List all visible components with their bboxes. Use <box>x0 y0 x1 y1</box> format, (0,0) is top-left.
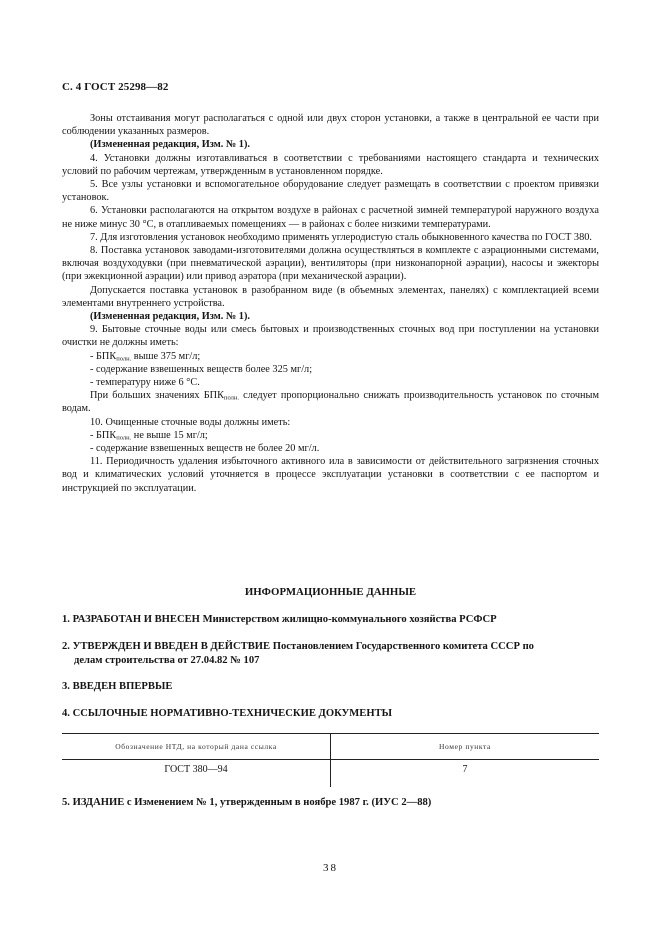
info-item-approved: 2. УТВЕРЖДЕН И ВВЕДЕН В ДЕЙСТВИЕ Постановлением Государственного комитета СССР по делам строительства от 27.04.82 № 107 <box>62 641 534 666</box>
page-number: 38 <box>323 862 338 874</box>
paragraph: 10. Очищенные сточные воды должны иметь: <box>90 416 291 428</box>
info-item-references: 4. ССЫЛОЧНЫЕ НОРМАТИВНО-ТЕХНИЧЕСКИЕ ДОКУМЕНТЫ <box>62 708 393 719</box>
paragraph: При больших значениях $БПК_{полн.}$ следует пропорционально снижать производительность установок по сточным водам. <box>62 390 599 415</box>
paragraph: 8. Поставка установок заводами-изготовителями должна осуществляться в комплекте с аэрационными системами, включая воздуходувки (при пневматической аэрации), вентиляторы (при низконапорной аэрации), насосы и эжекторы (при эжекционной аэрации) или привод аэратора (при механической аэрации). <box>62 245 599 283</box>
edition-note: (Измененная редакция, Изм. № 1). <box>90 311 250 323</box>
table-header-item: Номер пункта <box>331 734 600 760</box>
edition-note: (Измененная редакция, Изм. № 1). <box>90 139 250 151</box>
info-item-developed: 1. РАЗРАБОТАН И ВНЕСЕН Министерством жилищно-коммунального хозяйства РСФСР <box>62 614 497 625</box>
paragraph: 5. Все узлы установки и вспомогательное оборудование следует размещать в соответствии с проектом привязки установок. <box>62 179 599 204</box>
list-item: - температуру ниже 6 °С. <box>90 377 200 389</box>
paragraph: 9. Бытовые сточные воды или смесь бытовых и производственных сточных вод при поступлении на установки очистки не должны иметь: <box>62 324 599 349</box>
list-item: - содержание взвешенных веществ не более 20 мг/л. <box>90 443 320 455</box>
paragraph: 6. Установки располагаются на открытом воздухе в районах с расчетной зимней температурой наружного воздуха не ниже минус 30 °С, в отапливаемых помещениях — в районах с более низкими температурами. <box>62 205 599 230</box>
table-row <box>62 760 599 788</box>
info-item-edition: 5. ИЗДАНИЕ с Изменением № 1, утвержденным в ноябре 1987 г. (ИУС 2—88) <box>62 797 432 808</box>
table-cell-document: ГОСТ 380—94 <box>62 760 331 788</box>
page-header: С. 4 ГОСТ 25298—82 <box>62 81 169 93</box>
table-cell-item: 7 <box>462 764 468 775</box>
table-header-document: Обозначение НТД, на который дана ссылка <box>62 734 331 760</box>
paragraph: 7. Для изготовления установок необходимо применять углеродистую сталь обыкновенного качества по ГОСТ 380. <box>90 231 592 243</box>
info-item-first-introduced: 3. ВВЕДЕН ВПЕРВЫЕ <box>62 681 173 692</box>
paragraph: Зоны отстаивания могут располагаться с одной или двух сторон установки, а также в центральной ее части при соблюдении указанных размеров. <box>62 113 599 138</box>
reference-table <box>62 733 599 787</box>
list-item: - содержание взвешенных веществ более 325 мг/л; <box>90 363 313 375</box>
document-body <box>62 112 599 495</box>
paragraph: 11. Периодичность удаления избыточного активного ила в зависимости от действительного загрязнения сточных вод и климатических условий уточняется в процессе эксплуатации установки в соответствии с ее паспортом и инструкцией по эксплуатации. <box>62 456 599 494</box>
list-item: - $БПК_{полн.}$ не выше 15 мг/л; <box>90 429 208 442</box>
paragraph: Допускается поставка установок в разобранном виде (в объемных элементах, панелях) с комплектацией всеми элементами внутреннего устройства. <box>62 284 599 309</box>
info-section-title: ИНФОРМАЦИОННЫЕ ДАННЫЕ <box>244 586 417 598</box>
list-item: - $БПК_{полн.}$ выше 375 мг/л; <box>90 350 201 363</box>
paragraph: 4. Установки должны изготавливаться в соответствии с требованиями настоящего стандарта и технических условий по рабочим чертежам, утвержденным в установленном порядке. <box>62 152 599 177</box>
